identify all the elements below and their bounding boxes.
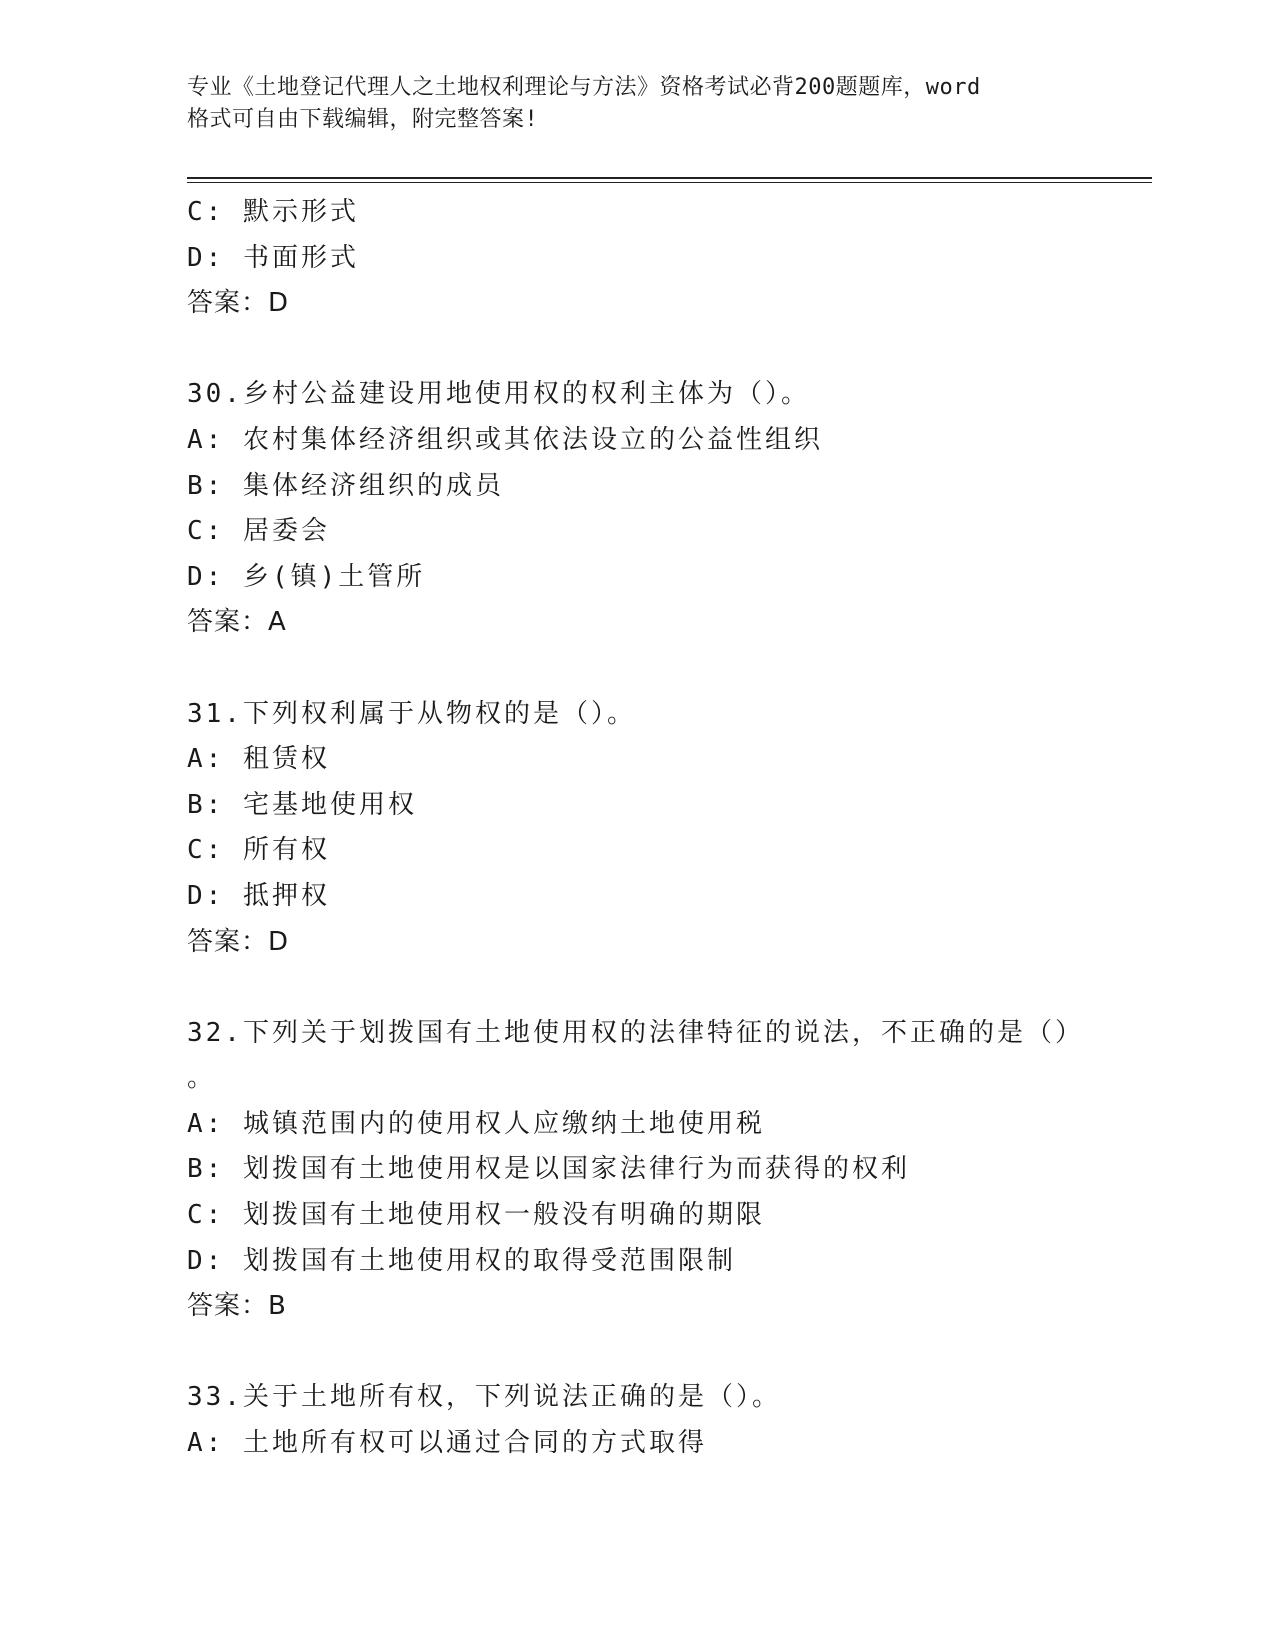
header-line-1: 专业《土地登记代理人之土地权利理论与方法》资格考试必背200题题库，word <box>187 75 981 100</box>
question-29-fragment <box>187 190 1152 327</box>
answer: 答案：D <box>187 288 290 319</box>
question-30 <box>187 372 1152 646</box>
answer: 答案：D <box>187 926 290 957</box>
header-line-2: 格式可自由下载编辑，附完整答案! <box>187 107 539 132</box>
answer: 答案：B <box>187 1291 287 1322</box>
option-b: B: 宅基地使用权 <box>187 789 417 820</box>
question-list <box>187 190 1152 1467</box>
question-stem: 32.下列关于划拨国有土地使用权的法律特征的说法，不正确的是（） <box>187 1017 1084 1048</box>
spacer <box>187 1330 1152 1376</box>
option-d: D: 书面形式 <box>187 242 359 273</box>
option-c: C: 所有权 <box>187 835 330 866</box>
question-33 <box>187 1375 1152 1466</box>
option-d: D: 抵押权 <box>187 880 330 911</box>
question-stem: 33.关于土地所有权，下列说法正确的是（）。 <box>187 1382 781 1413</box>
question-stem: 30.乡村公益建设用地使用权的权利主体为（）。 <box>187 379 810 410</box>
option-b: B: 划拨国有土地使用权是以国家法律行为而获得的权利 <box>187 1154 910 1185</box>
question-stem-tail: 。 <box>187 1063 214 1094</box>
option-d: D: 划拨国有土地使用权的取得受范围限制 <box>187 1245 736 1276</box>
option-a: A: 农村集体经济组织或其依法设立的公益性组织 <box>187 424 823 455</box>
question-stem: 31.下列权利属于从物权的是（）。 <box>187 698 636 729</box>
header-divider-thin <box>187 182 1152 183</box>
question-32 <box>187 1011 1152 1330</box>
header-divider-thick <box>187 177 1152 179</box>
document-header <box>187 72 1067 136</box>
answer: 答案：A <box>187 607 287 638</box>
option-a: A: 租赁权 <box>187 744 330 775</box>
option-c: C: 划拨国有土地使用权一般没有明确的期限 <box>187 1200 765 1231</box>
spacer <box>187 965 1152 1011</box>
question-31 <box>187 692 1152 966</box>
option-a: A: 城镇范围内的使用权人应缴纳土地使用税 <box>187 1108 765 1139</box>
option-c: C: 居委会 <box>187 516 330 547</box>
option-a: A: 土地所有权可以通过合同的方式取得 <box>187 1428 707 1459</box>
spacer <box>187 327 1152 373</box>
option-c: C: 默示形式 <box>187 197 359 227</box>
option-b: B: 集体经济组织的成员 <box>187 470 504 501</box>
option-d: D: 乡(镇)土管所 <box>187 561 426 592</box>
spacer <box>187 646 1152 692</box>
